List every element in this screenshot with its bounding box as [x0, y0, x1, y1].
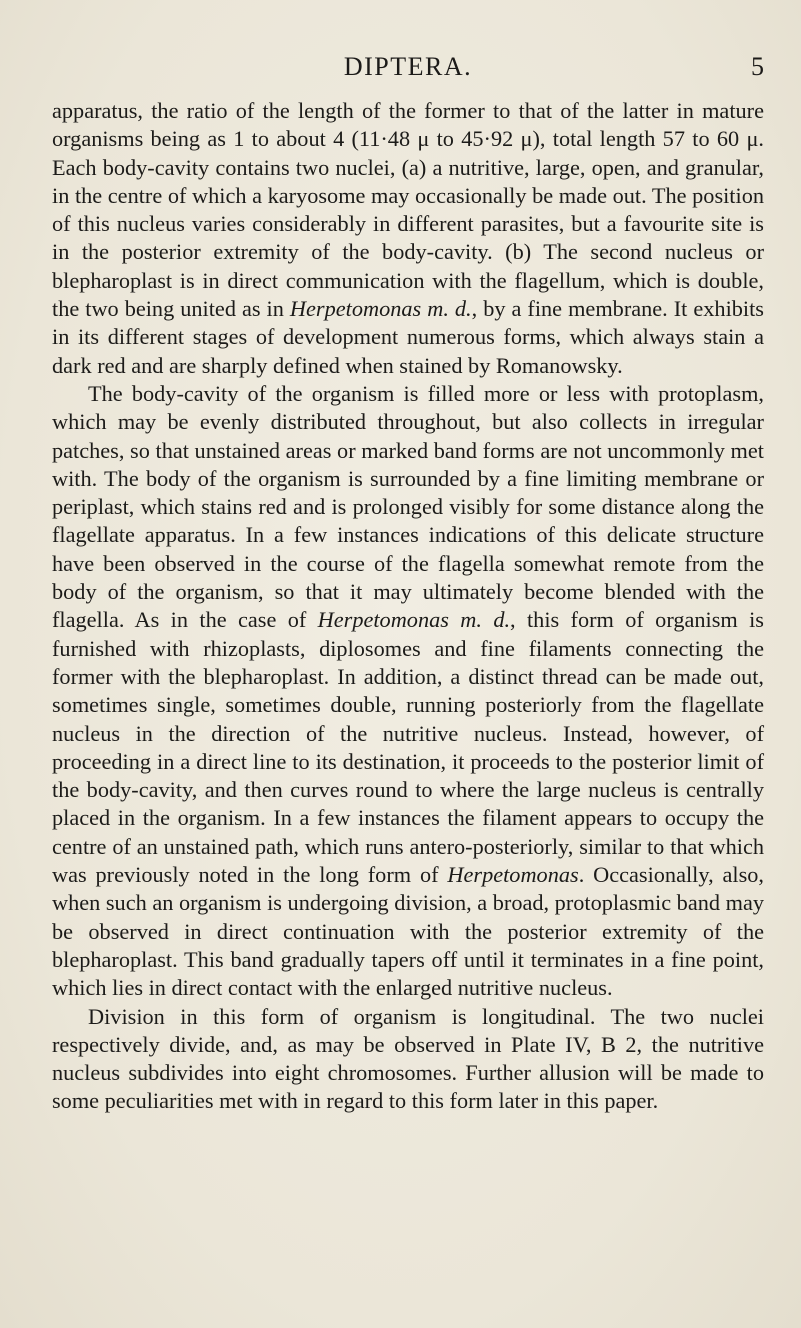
- page-number: 5: [751, 52, 764, 81]
- text-run: The body-cavity of the organism is filled more or less with protoplasm, which may be evenly distributed throughout, but also collects in irregular patches, so that unstained areas or marked band forms are not uncommonly met with. The body of the organism is surrounded by a fine limiting membrane or periplast, which stains red and is prolonged visibly for some distance along the flagellate apparatus. In a few instances indications of this delicate structure have been observed in the course of the flagella somewhat remote from the body of the organism, so that it may ultimately become blended with the flagella. As in the case of: [52, 380, 764, 633]
- paragraph: [52, 380, 764, 1003]
- text-run: Division in this form of organism is longitudinal. The two nuclei respectively divide, and, as may be observed in Plate IV, B 2, the nutritive nucleus subdivides into eight chromosomes. Further allusion will be made to some peculiarities met with in regard to this form later in this paper.: [52, 1003, 764, 1114]
- paragraph: [52, 1003, 764, 1116]
- italic-taxon: Herpetomonas m. d.: [289, 296, 472, 322]
- text-run: , by a fine membrane. It exhibits in its different stages of development numerous forms, which always stain a dark red and are sharply defined when stained by Romanowsky.: [52, 296, 764, 378]
- running-title: DIPTERA.: [343, 52, 473, 81]
- text-run: apparatus, the ratio of the length of the former to that of the latter in mature organisms being as 1 to about 4 (11·48 μ to 45·92 μ), total length 57 to 60 μ. Each body-cavity contains two nuclei, (a) a nutritive, large, open, and granular, in the centre of which a karyosome may occasionally be made out. The position of this nucleus varies considerably in different parasites, but a favourite site is in the posterior extremity of the body-cavity. (b) The second nucleus or blepharoplast is in direct communication with the flagellum, which is double, the two being united as in: [52, 98, 764, 322]
- text-run: . Occasionally, also, when such an organism is undergoing division, a broad, protoplasmic band may be observed in direct continuation with the posterior extremity of the blepharoplast. This band gradually tapers off until it terminates in a fine point, which lies in direct contact with the enlarged nutritive nucleus.: [52, 862, 764, 1001]
- text-run: , this form of organism is furnished with rhizoplasts, diplosomes and fine filaments connecting the former with the blepharoplast. In addition, a distinct thread can be made out, sometimes single, sometimes double, running posteriorly from the flagellate nucleus in the direction of the nutritive nucleus. Instead, however, of proceeding in a direct line to its destination, it proceeds to the posterior limit of the body-cavity, and then curves round to where the large nucleus is centrally placed in the organism. In a few instances the filament appears to occupy the centre of an unstained path, which runs antero-posteriorly, similar to that which was previously noted in the long form of: [52, 607, 764, 888]
- body-text: [52, 97, 764, 1116]
- running-head: [52, 52, 764, 88]
- paragraph: [52, 97, 764, 380]
- italic-taxon: Herpetomonas m. d.: [317, 607, 511, 633]
- italic-taxon: Herpetomonas: [447, 862, 579, 888]
